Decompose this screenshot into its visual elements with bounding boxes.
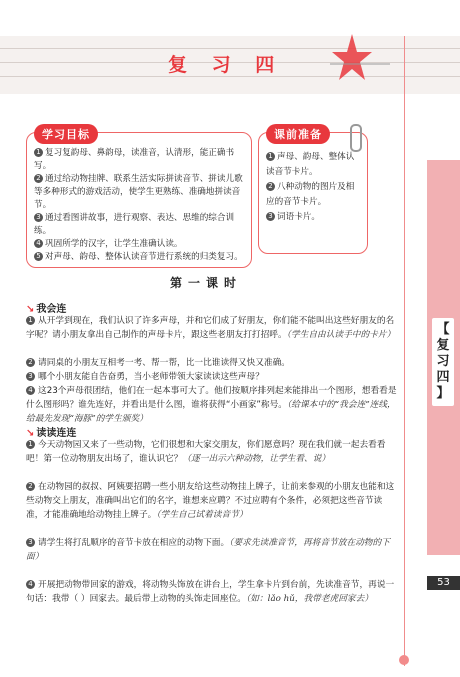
goal-item: 3 通过看图讲故事，进行观察、表达、思维的综合训练。 [34, 213, 235, 236]
star-ornament-icon [330, 30, 390, 90]
lesson-title: 第一课时 [170, 276, 243, 290]
preparation-list [266, 150, 362, 225]
paragraph: 2 请同桌的小朋友互相考一考、帮一帮，比一比谁读得又快又准确。 [26, 356, 398, 370]
goal-item: 1 复习复韵母、鼻韵母，读准音，认清形，能正确书写。 [34, 148, 235, 171]
learning-goals-list [34, 147, 246, 264]
page-number: 53 [427, 576, 460, 590]
prep-item: 2 八种动物的图片及相应的音节卡片。 [266, 182, 355, 207]
prep-item: 3 词语卡片。 [266, 210, 362, 225]
prep-item: 1 声母、韵母、整体认读音节卡片。 [266, 152, 355, 177]
side-tab-label: 【 复习四 】 [432, 318, 454, 406]
paragraph: 1 从开学到现在，我们认识了许多声母，并和它们成了好朋友，你们能不能叫出这些好朋友的名字呢？请小朋友拿出自己制作的声母卡片，跟这些老朋友打打招呼。（学生自由认读手中的卡片） [26, 316, 396, 340]
paragraph: 2 在动物园的叔叔、阿姨要招聘一些小朋友给这些动物挂上牌子，让前来参观的小朋友也能和这些动物交上朋友，准确叫出它们的名字，谁想来应聘？不过应聘有个条件，必须把这些音节读准，才能准确地给动物挂上牌子。（学生自己试着读音节） [26, 482, 395, 520]
paragraph: 4 开展把动物带回家的游戏，将动物头饰放在讲台上，学生拿卡片到台前，先读准音节，再说一句话：我带（ ）回家去。最后带上动物的头饰走回座位。（如：lǎo hǔ，我带老虎回家去） [26, 580, 395, 604]
paragraph: 3 请学生将打乱顺序的音节卡放在相应的动物下面。（要求先读准音节，再将音节放在动物的下面） [26, 538, 390, 562]
goal-item: 5 对声母、韵母、整体认读音节进行系统的归类复习。 [34, 251, 246, 264]
paragraph: 4 这23个声母很团结，他们在一起本事可大了。他们按顺序排列起来能排出一个图形，想看看是什么图形吗？谁先连好，并看出是什么图，谁将获得“小画家”称号。（给课本中的“我会连”连线，给最先发现“海豚”的学生颁奖） [26, 386, 397, 424]
paragraph: 1 今天动物园又来了一些动物，它们很想和大家交朋友，你们愿意吗？现在我们就一起去看看吧！第一位动物朋友出场了，谁认识它？（逐一出示六种动物，让学生看、说） [26, 440, 386, 464]
preparation-badge: 课前准备 [266, 124, 330, 144]
margin-dot [399, 655, 409, 665]
section-heading-connect: ↘ 我会连 [26, 304, 67, 315]
margin-line [404, 36, 405, 666]
learning-goals-badge: 学习目标 [34, 124, 98, 144]
goal-item: 2 通过给动物挂牌、联系生活实际拼读音节、拼读儿歌等多种形式的游戏活动，使学生更熟练、准确地拼读音节。 [34, 174, 243, 210]
section-heading-read-connect: ↘ 读读连连 [26, 428, 77, 439]
goal-item: 4 巩固所学的汉字，让学生准确认读。 [34, 238, 246, 251]
paperclip-icon [350, 124, 362, 152]
page-title: 复 习 四 [168, 54, 284, 76]
paragraph: 3 哪个小朋友能自告奋勇，当小老师带领大家读读这些声母？ [26, 370, 398, 384]
